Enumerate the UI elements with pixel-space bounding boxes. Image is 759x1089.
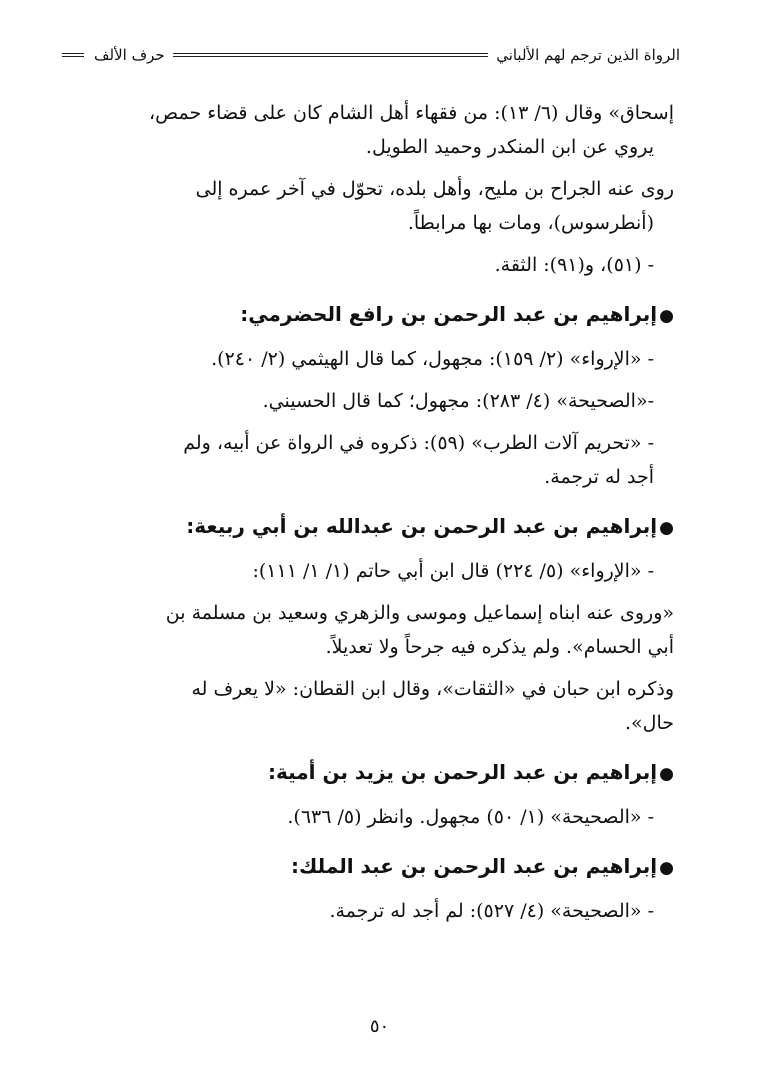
text-line: يروي عن ابن المنكدر وحميد الطويل. (365, 136, 654, 158)
text-line: أبي الحسام». ولم يذكره فيه جرحاً ولا تعديلاً. (325, 636, 674, 658)
text-line: - «الصحيحة» (٤/ ٥٢٧): لم أجد له ترجمة. (329, 900, 654, 922)
header-short-rule (62, 53, 84, 57)
entry-title: إبراهيم بن عبد الرحمن بن يزيد بن أمية: (267, 760, 658, 784)
header-rule (173, 53, 489, 57)
entry-heading (70, 508, 674, 546)
narrator-entry (70, 848, 674, 928)
text-line: حال». (624, 712, 674, 734)
text-line: - «الصحيحة» (١/ ٥٠) مجهول. وانظر (٥/ ٦٣٦). (287, 806, 654, 828)
text-line: -«الصحيحة» (٤/ ٢٨٣): مجهول؛ كما قال الحسيني. (262, 390, 654, 412)
entry-heading (70, 848, 674, 886)
bullet-icon: ● (659, 306, 674, 326)
page-body (70, 96, 674, 928)
text-line: وذكره ابن حبان في «الثقات»، وقال ابن القطان: «لا يعرف له (191, 678, 674, 700)
text-line: (أنطرسوس)، ومات بها مرابطاً. (407, 212, 654, 234)
page-number: ٥٠ (369, 1016, 390, 1037)
narrator-entry (70, 754, 674, 834)
text-line: «وروى عنه ابناه إسماعيل وموسى والزهري وسعيد بن مسلمة بن (165, 602, 674, 624)
text-line: أجد له ترجمة. (544, 466, 654, 488)
entry-title: إبراهيم بن عبد الرحمن بن رافع الحضرمي: (240, 302, 658, 326)
continuation-text (70, 96, 674, 282)
narrator-entry (70, 296, 674, 494)
text-line: روى عنه الجراح بن مليح، وأهل بلده، تحوّل في آخر عمره إلى (195, 178, 674, 200)
text-line: إسحاق» وقال (٦/ ١٣): من فقهاء أهل الشام كان على قضاء حمص، (149, 102, 674, 124)
bullet-icon: ● (659, 764, 674, 784)
entry-heading (70, 296, 674, 334)
narrator-entry (70, 508, 674, 740)
entry-title: إبراهيم بن عبد الرحمن بن عبد الملك: (291, 854, 658, 878)
entry-heading (70, 754, 674, 792)
text-line: - (٥١)، و(٩١): الثقة. (494, 254, 654, 276)
text-line: - «الإرواء» (٢/ ١٥٩): مجهول، كما قال الهيثمي (٢/ ٢٤٠). (211, 348, 654, 370)
running-header (62, 42, 680, 68)
entry-title: إبراهيم بن عبد الرحمن بن عبدالله بن أبي ربيعة: (186, 514, 658, 538)
text-line: - «الإرواء» (٥/ ٢٢٤) قال ابن أبي حاتم (١/ ١/ ١١١): (252, 560, 654, 582)
text-line: - «تحريم آلات الطرب» (٥٩): ذكروه في الرواة عن أبيه، ولم (183, 432, 654, 454)
header-book-title: الرواة الذين ترجم لهم الألباني (496, 46, 680, 64)
bullet-icon: ● (659, 518, 674, 538)
header-section-title: حرف الألف (94, 46, 165, 64)
bullet-icon: ● (659, 858, 674, 878)
